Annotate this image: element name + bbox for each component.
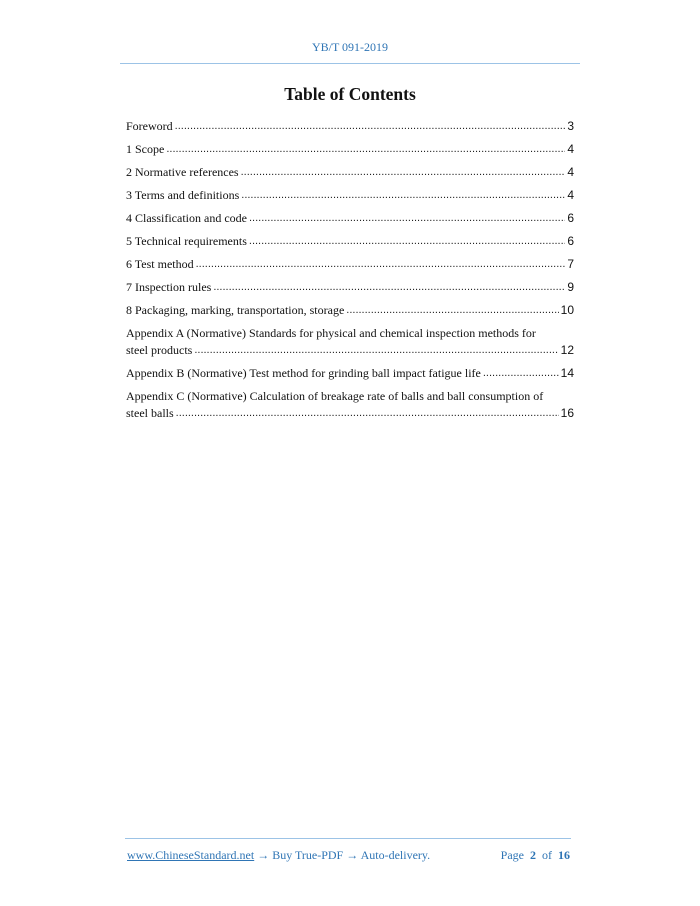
toc-page-number: 9 <box>567 280 574 294</box>
footer-divider <box>125 838 571 839</box>
toc-entry-label-line2: steel balls <box>126 406 174 420</box>
toc-entry-classification[interactable] <box>126 210 574 227</box>
toc-page-number: 3 <box>567 119 574 133</box>
toc-entry-label-line1: Appendix A (Normative) Standards for physical and chemical inspection methods for <box>126 326 536 340</box>
dot-leader <box>213 279 565 296</box>
toc-entry-label: 1 Scope <box>126 142 165 156</box>
toc-page-number: 12 <box>560 343 574 357</box>
toc-page-number: 4 <box>567 188 574 202</box>
running-header: YB/T 091-2019 <box>311 40 389 54</box>
table-of-contents <box>126 118 574 428</box>
toc-entry-inspection-rules[interactable] <box>126 279 574 296</box>
toc-page-number: 10 <box>560 303 574 317</box>
arrow-right-icon: → <box>346 848 359 862</box>
toc-entry-appendix-a[interactable] <box>126 325 574 359</box>
of-label: of <box>542 848 552 862</box>
toc-entry-label-line2: steel products <box>126 343 193 357</box>
toc-entry-test-method[interactable] <box>126 256 574 273</box>
toc-page-number: 14 <box>560 366 574 380</box>
dot-leader <box>176 405 559 422</box>
toc-entry-label: 8 Packaging, marking, transportation, storage <box>126 303 345 317</box>
dot-leader <box>249 233 565 250</box>
toc-entry-label: 6 Test method <box>126 257 194 271</box>
dot-leader <box>196 256 566 273</box>
page-indicator <box>501 848 570 863</box>
arrow-right-icon: → <box>257 848 270 862</box>
toc-entry-label-line1: Appendix C (Normative) Calculation of breakage rate of balls and ball consumption of <box>126 389 544 403</box>
toc-page-number: 6 <box>567 211 574 225</box>
header-divider <box>120 63 580 64</box>
toc-entry-label: 2 Normative references <box>126 165 239 179</box>
toc-entry-label: 4 Classification and code <box>126 211 247 225</box>
dot-leader <box>249 210 565 227</box>
toc-entry-technical-requirements[interactable] <box>126 233 574 250</box>
toc-entry-normative-references[interactable] <box>126 164 574 181</box>
dot-leader <box>483 365 559 382</box>
toc-entry-appendix-c[interactable] <box>126 388 574 422</box>
toc-entry-scope[interactable] <box>126 141 574 158</box>
toc-entry-label: Foreword <box>126 119 173 133</box>
auto-delivery-text: Auto-delivery. <box>360 848 431 862</box>
dot-leader <box>241 164 566 181</box>
toc-page-number: 7 <box>567 257 574 271</box>
toc-page-number: 4 <box>567 165 574 179</box>
toc-entry-packaging[interactable] <box>126 302 574 319</box>
dot-leader <box>241 187 565 204</box>
current-page-number: 2 <box>530 848 536 862</box>
toc-page-number: 6 <box>567 234 574 248</box>
toc-entry-foreword[interactable] <box>126 118 574 135</box>
toc-entry-appendix-b[interactable] <box>126 365 574 382</box>
dot-leader <box>194 342 558 359</box>
toc-page-number: 4 <box>567 142 574 156</box>
page-title: Table of Contents <box>284 84 416 104</box>
total-page-count: 16 <box>558 848 570 862</box>
toc-entry-label: Appendix B (Normative) Test method for grinding ball impact fatigue life <box>126 366 481 380</box>
website-link[interactable]: www.ChineseStandard.net <box>127 848 255 862</box>
toc-entry-label: 7 Inspection rules <box>126 280 212 294</box>
page-label: Page <box>500 848 524 862</box>
dot-leader <box>175 118 566 135</box>
toc-entry-terms-definitions[interactable] <box>126 187 574 204</box>
buy-true-pdf-link[interactable]: Buy True-PDF <box>272 848 344 862</box>
toc-entry-label: 3 Terms and definitions <box>126 188 240 202</box>
dot-leader <box>166 141 565 158</box>
toc-page-number: 16 <box>560 406 574 420</box>
dot-leader <box>346 302 558 319</box>
toc-entry-label: 5 Technical requirements <box>126 234 247 248</box>
